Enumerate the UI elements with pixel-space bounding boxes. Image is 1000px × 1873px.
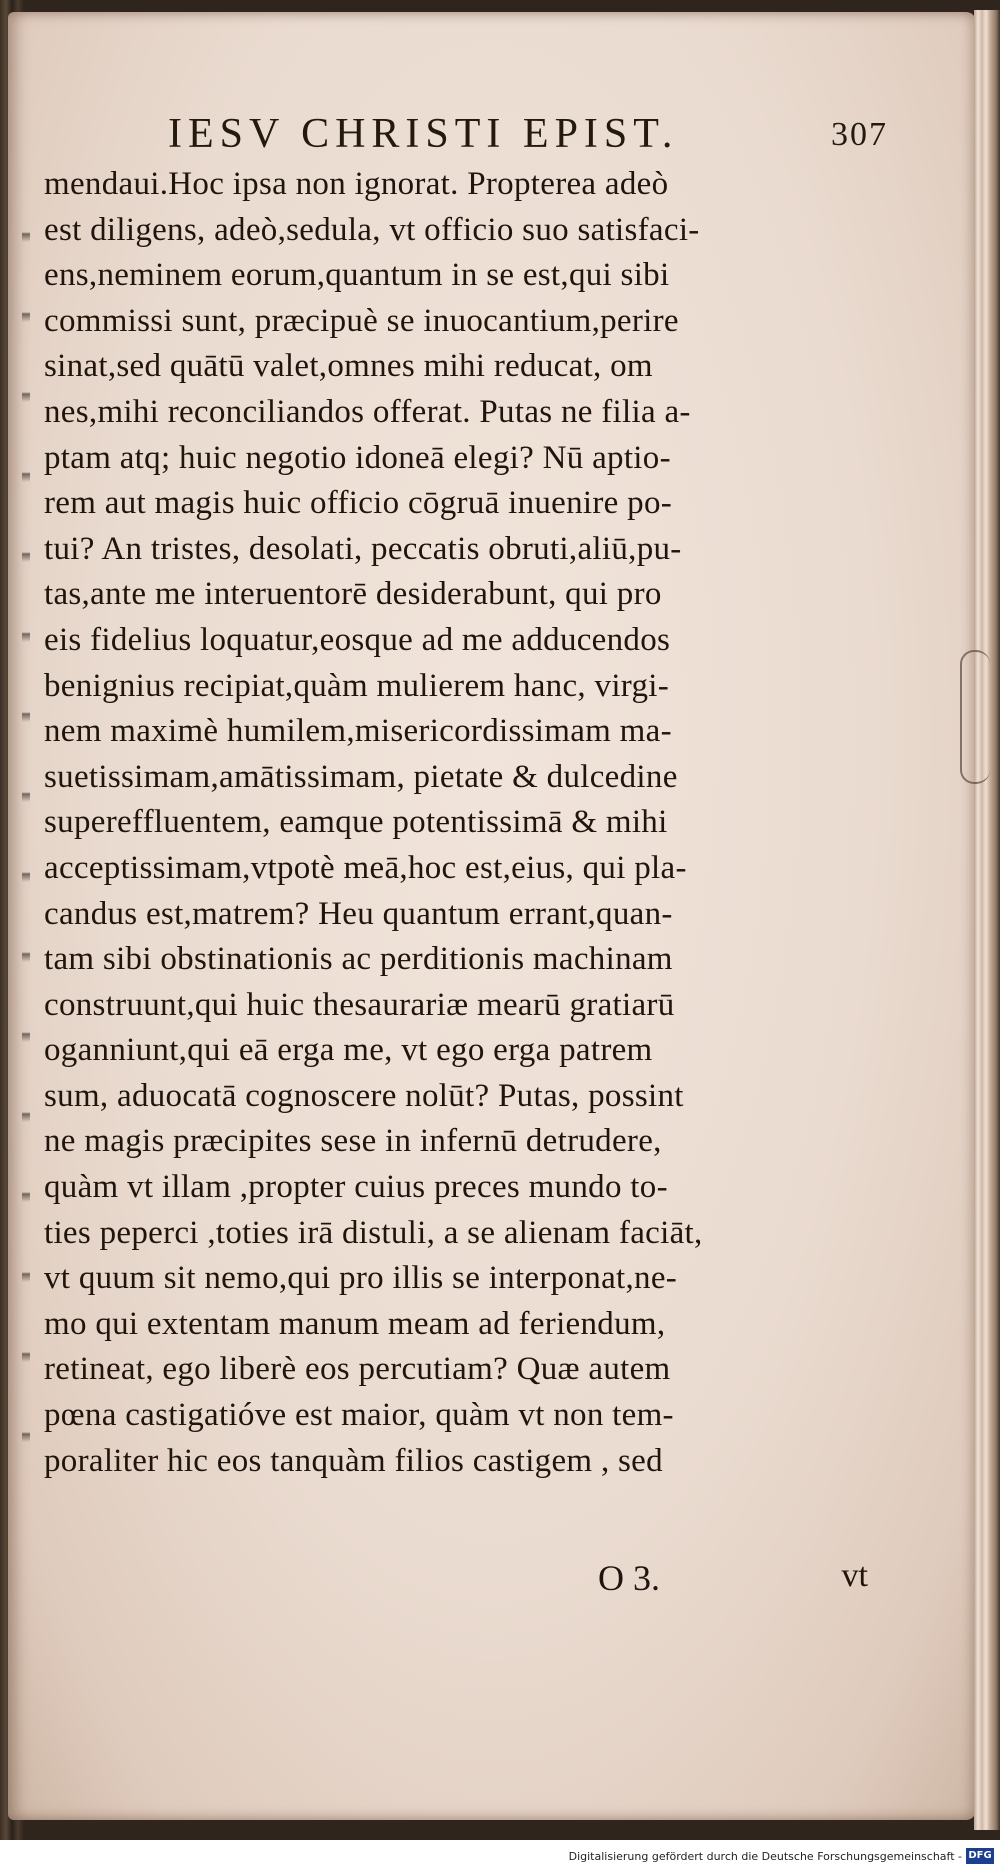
text-line: eis fidelius loquatur,eosque ad me adducendos [44, 621, 671, 658]
text-line: ties peperci ,toties irā distuli, a se alienam faciāt, [44, 1214, 703, 1251]
text-line: nem maximè humilem,misericordissimam ma- [44, 713, 672, 750]
funding-credit: Digitalisierung gefördert durch die Deutsche Forschungsgemeinschaft - [568, 1850, 962, 1863]
text-line: quàm vt illam ,propter cuius preces mundo to- [44, 1169, 668, 1206]
page-edges [974, 10, 1000, 1830]
body-text [44, 162, 884, 1484]
page-number: 307 [831, 116, 888, 153]
text-line: retineat, ego liberè eos percutiam? Quæ autem [44, 1351, 671, 1388]
text-line: candus est,matrem? Heu quantum errant,quan- [44, 895, 673, 932]
book-page [8, 12, 976, 1820]
page-footer [598, 1557, 898, 1607]
text-line: ptam atq; huic negotio idoneā elegi? Nū aptio- [44, 439, 671, 476]
text-line: rem aut magis huic officio cōgruā inuenire po- [44, 485, 673, 522]
text-line: construunt,qui huic thesaurariæ mearū gratiarū [44, 986, 675, 1023]
text-line: sum, aduocatā cognoscere nolūt? Putas, possint [44, 1077, 684, 1114]
text-line: commissi sunt, præcipuè se inuocantium,perire [44, 302, 679, 339]
text-line: benignius recipiat,quàm mulierem hanc, virgi- [44, 667, 670, 704]
text-line: sinat,sed quātū valet,omnes mihi reducat, om [44, 348, 653, 385]
text-line: mendaui.Hoc ipsa non ignorat. Propterea adeò [44, 166, 669, 202]
text-line: suetissimam,amātissimam, pietate & dulcedine [44, 758, 678, 795]
page-header [168, 110, 888, 170]
text-line: oganniunt,qui eā erga me, vt ego erga patrem [44, 1032, 653, 1069]
text-line: tui? An tristes, desolati, peccatis obruti,aliū,pu- [44, 530, 682, 567]
text-line: poraliter hic eos tanquàm filios castigem , sed [44, 1442, 663, 1479]
running-title: IESV CHRISTI EPIST. [168, 111, 679, 157]
clip-mark [960, 650, 990, 784]
text-line: est diligens, adeò,sedula, vt officio suo satisfaci- [44, 211, 700, 248]
text-line: pœna castigatióve est maior, quàm vt non tem- [44, 1397, 674, 1434]
text-line: acceptissimam,vtpotè meā,hoc est,eius, qui pla- [44, 849, 687, 886]
text-line: mo qui extentam manum meam ad feriendum, [44, 1305, 666, 1342]
text-line: nes,mihi reconciliandos offerat. Putas ne filia a- [44, 393, 691, 430]
spine-shadow [22, 162, 30, 1462]
text-line: ens,neminem eorum,quantum in se est,qui sibi [44, 257, 670, 294]
text-line: supereffluentem, eamque potentissimā & mihi [44, 804, 668, 841]
text-line: tas,ante me interuentorē desiderabunt, qui pro [44, 576, 662, 613]
catchword: vt [841, 1557, 868, 1594]
text-line: ne magis præcipites sese in infernū detrudere, [44, 1123, 662, 1160]
dfg-logo-icon: DFG [966, 1848, 994, 1864]
text-line: tam sibi obstinationis ac perditionis machinam [44, 941, 673, 978]
credit-bar [0, 1840, 1000, 1873]
signature-mark: O 3. [598, 1558, 660, 1598]
text-line: vt quum sit nemo,qui pro illis se interponat,ne- [44, 1260, 678, 1297]
